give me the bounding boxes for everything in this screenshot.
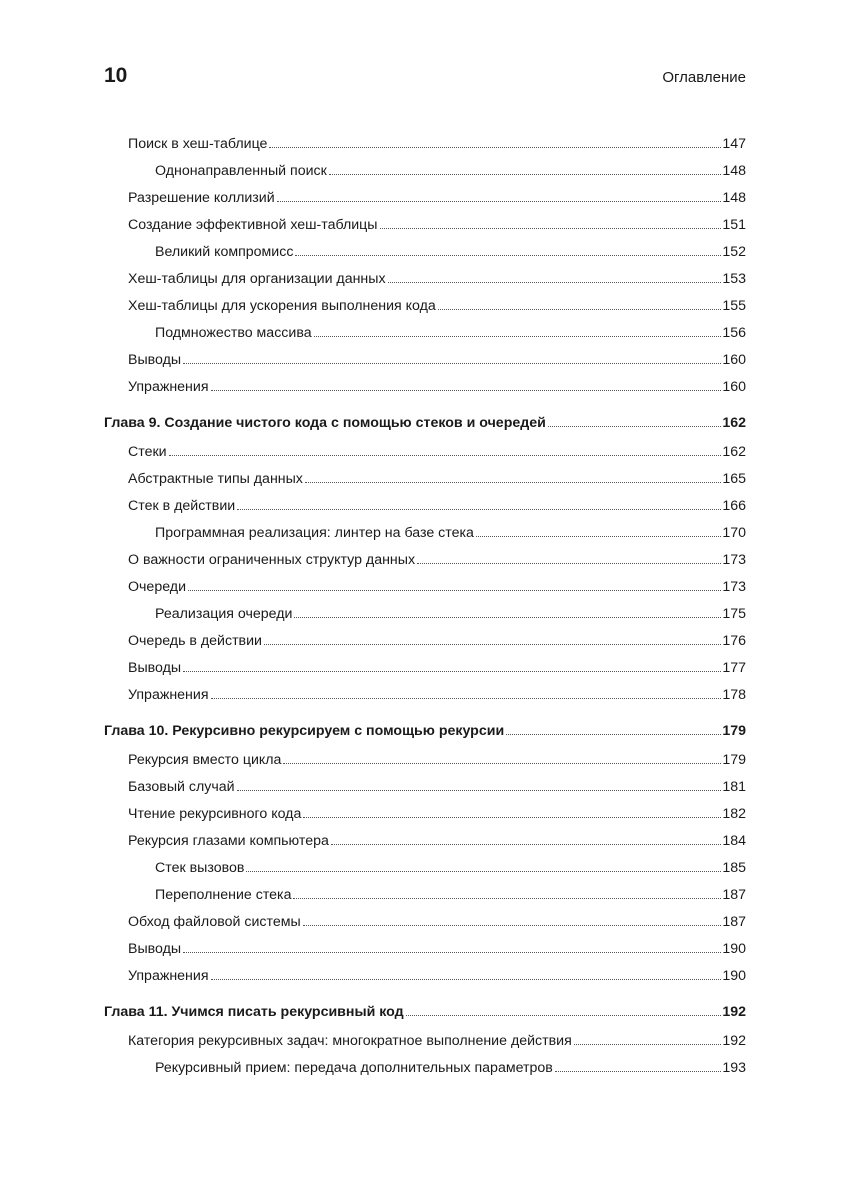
toc-entry-title: Рекурсивный прием: передача дополнительных параметров (155, 1060, 553, 1076)
toc-entry-title: Хеш-таблицы для организации данных (128, 271, 386, 287)
toc-entry-page: 179 (722, 752, 746, 768)
toc-entry-page: 156 (722, 325, 746, 341)
dot-leader (294, 616, 721, 618)
toc-entry-page: 187 (722, 887, 746, 903)
toc-entry (104, 377, 746, 397)
toc-entry-page: 173 (722, 579, 746, 595)
toc-entry-title: Программная реализация: линтер на базе стека (155, 525, 474, 541)
toc-entry-page: 165 (722, 471, 746, 487)
toc-entry-title: Великий компромисс (155, 244, 294, 260)
toc-entry-page: 185 (722, 860, 746, 876)
toc-entry-title: Стеки (128, 444, 167, 460)
dot-leader (277, 200, 722, 202)
toc-entry-title: Абстрактные типы данных (128, 471, 303, 487)
dot-leader (295, 254, 721, 256)
toc-entry-title: Стек вызовов (155, 860, 245, 876)
toc-entry-page: 147 (722, 136, 746, 152)
toc-entry (104, 161, 746, 181)
dot-leader (237, 508, 721, 510)
toc-entry-title: Чтение рекурсивного кода (128, 806, 302, 822)
toc-entry (104, 215, 746, 235)
toc-entry-title: Реализация очереди (155, 606, 293, 622)
toc-entry-page: 181 (722, 779, 746, 795)
dot-leader (331, 843, 721, 845)
toc-entry-page: 193 (722, 1060, 746, 1076)
toc-chapter-entry (104, 1002, 746, 1022)
dot-leader (183, 670, 721, 672)
toc-chapter-entry (104, 721, 746, 741)
toc-entry (104, 658, 746, 678)
toc-entry-title: Подмножество массива (155, 325, 312, 341)
dot-leader (211, 978, 722, 980)
toc-entry-title: Упражнения (128, 379, 209, 395)
toc-entry (104, 242, 746, 262)
toc-entry (104, 323, 746, 343)
toc-entry (104, 577, 746, 597)
toc-entry-page: 192 (722, 1033, 746, 1049)
toc-entry-page: 179 (722, 723, 746, 739)
toc-entry-page: 162 (722, 415, 746, 431)
dot-leader (183, 362, 721, 364)
toc-entry-page: 182 (722, 806, 746, 822)
toc-entry (104, 885, 746, 905)
toc-entry (104, 442, 746, 462)
toc-entry-page: 152 (722, 244, 746, 260)
toc-entry (104, 496, 746, 516)
toc-entry (104, 469, 746, 489)
toc-entry (104, 269, 746, 289)
toc-entry-page: 155 (722, 298, 746, 314)
dot-leader (169, 454, 722, 456)
dot-leader (303, 924, 722, 926)
toc-entry-page: 148 (722, 190, 746, 206)
toc-entry (104, 188, 746, 208)
toc-entry (104, 804, 746, 824)
dot-leader (548, 425, 721, 427)
toc-entry-title: Упражнения (128, 687, 209, 703)
dot-leader (211, 389, 722, 391)
toc-entry-page: 178 (722, 687, 746, 703)
toc-entry-title: Упражнения (128, 968, 209, 984)
toc-entry (104, 134, 746, 154)
toc-entry-page: 166 (722, 498, 746, 514)
toc-entry (104, 523, 746, 543)
toc-entry-page: 160 (722, 379, 746, 395)
toc-entry-page: 177 (722, 660, 746, 676)
dot-leader (506, 733, 721, 735)
toc-entry-title: Категория рекурсивных задач: многократное выполнение действия (128, 1033, 572, 1049)
toc-entry (104, 939, 746, 959)
toc-entry-title: Хеш-таблицы для ускорения выполнения кода (128, 298, 436, 314)
dot-leader (188, 589, 721, 591)
dot-leader (388, 281, 722, 283)
dot-leader (183, 951, 721, 953)
toc-entry (104, 858, 746, 878)
dot-leader (314, 335, 722, 337)
toc-entry-title: Выводы (128, 352, 182, 368)
toc-entry-title: Рекурсия вместо цикла (128, 752, 282, 768)
toc-entry-title: Переполнение стека (155, 887, 292, 903)
toc-entry-page: 190 (722, 968, 746, 984)
toc-entry-title: Базовый случай (128, 779, 235, 795)
dot-leader (211, 697, 722, 699)
toc-entry (104, 685, 746, 705)
toc-entry (104, 912, 746, 932)
dot-leader (283, 762, 721, 764)
toc-entry-title: Выводы (128, 941, 182, 957)
dot-leader (417, 562, 721, 564)
dot-leader (246, 870, 721, 872)
toc-entry-title: Очереди (128, 579, 186, 595)
toc-chapter-entry (104, 413, 746, 433)
dot-leader (269, 146, 721, 148)
toc-entry (104, 550, 746, 570)
toc-entry-title: Обход файловой системы (128, 914, 301, 930)
page-header (104, 64, 746, 96)
dot-leader (303, 816, 721, 818)
toc-entry-title: Рекурсия глазами компьютера (128, 833, 329, 849)
toc-entry-page: 176 (722, 633, 746, 649)
dot-leader (476, 535, 721, 537)
dot-leader (574, 1043, 722, 1045)
toc-entry-title: Очередь в действии (128, 633, 262, 649)
dot-leader (237, 789, 722, 791)
toc-entry-page: 175 (722, 606, 746, 622)
toc-entry (104, 296, 746, 316)
dot-leader (555, 1070, 721, 1072)
toc-entry (104, 750, 746, 770)
toc-entry (104, 631, 746, 651)
toc-entry-page: 160 (722, 352, 746, 368)
dot-leader (305, 481, 721, 483)
toc-entry (104, 1058, 746, 1078)
toc-entry-page: 148 (722, 163, 746, 179)
toc-entry (104, 777, 746, 797)
toc-entry (104, 604, 746, 624)
toc-entry-page: 151 (722, 217, 746, 233)
toc-entry (104, 831, 746, 851)
toc-entry-title: О важности ограниченных структур данных (128, 552, 416, 568)
toc-entry (104, 966, 746, 986)
toc-entry-page: 192 (722, 1004, 746, 1020)
dot-leader (406, 1014, 722, 1016)
toc-entry-page: 173 (722, 552, 746, 568)
toc-entry-title: Стек в действии (128, 498, 236, 514)
toc-entry-title: Глава 9. Создание чистого кода с помощью стеков и очередей (104, 415, 546, 431)
toc-entry-page: 190 (722, 941, 746, 957)
toc-entry-title: Выводы (128, 660, 182, 676)
toc-entry-title: Однонаправленный поиск (155, 163, 327, 179)
toc-entry-page: 184 (722, 833, 746, 849)
toc-entry-page: 170 (722, 525, 746, 541)
dot-leader (438, 308, 722, 310)
dot-leader (380, 227, 722, 229)
toc-entry-title: Создание эффективной хеш-таблицы (128, 217, 378, 233)
toc-entry (104, 1031, 746, 1051)
page-number: 10 (104, 64, 128, 87)
toc-entry-page: 153 (722, 271, 746, 287)
dot-leader (329, 173, 721, 175)
toc-entry-page: 162 (722, 444, 746, 460)
dot-leader (293, 897, 721, 899)
toc-entry-page: 187 (722, 914, 746, 930)
toc-entry (104, 350, 746, 370)
running-title: Оглавление (662, 69, 746, 86)
toc-entry-title: Разрешение коллизий (128, 190, 275, 206)
dot-leader (264, 643, 721, 645)
toc-entry-title: Глава 10. Рекурсивно рекурсируем с помощью рекурсии (104, 723, 505, 739)
toc-entry-title: Поиск в хеш-таблице (128, 136, 268, 152)
toc-entry-title: Глава 11. Учимся писать рекурсивный код (104, 1004, 404, 1020)
